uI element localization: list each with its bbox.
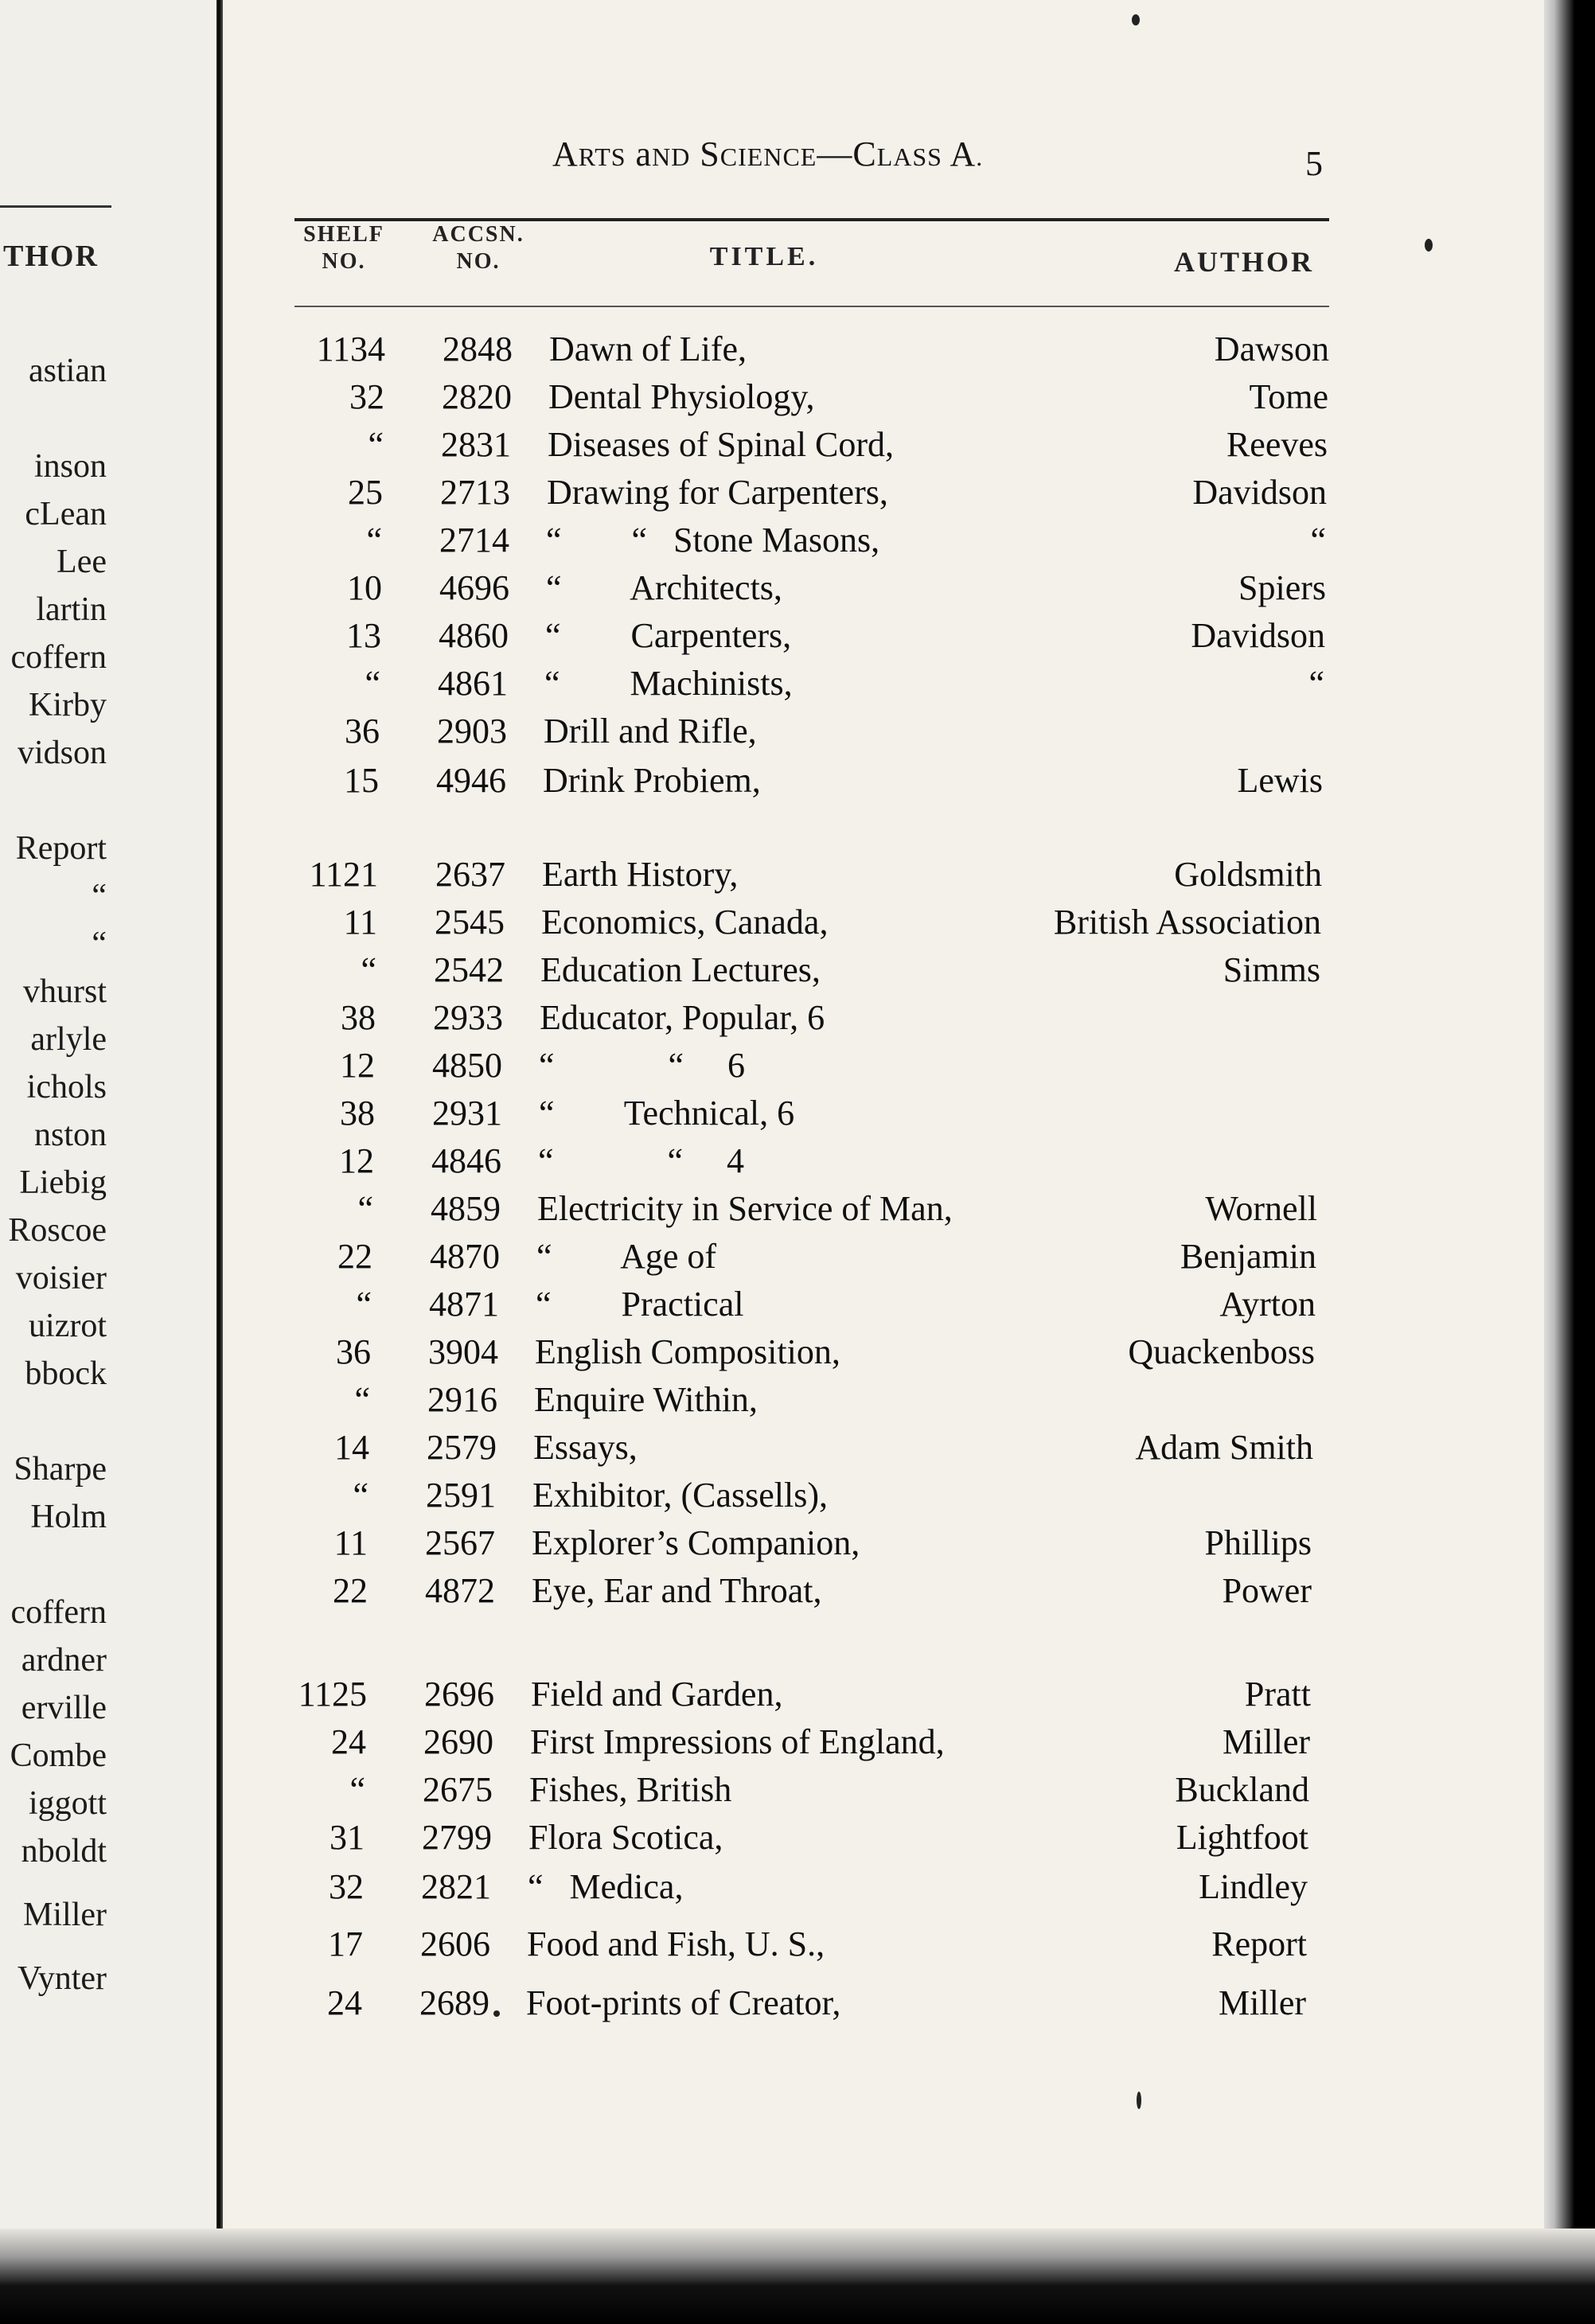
entry-author: Miller: [1219, 1983, 1306, 2022]
entry-author: Adam Smith: [1135, 1428, 1313, 1467]
print-speck: [1425, 239, 1433, 252]
entry-title: Enquire Within,: [534, 1380, 758, 1419]
shelf-number: 1121: [309, 855, 378, 894]
left-author-fragment: bbock: [25, 1355, 107, 1392]
catalogue-entry-row: [0, 1921, 1595, 1967]
entry-author: Dawson: [1214, 329, 1329, 368]
accession-number: 2637: [435, 855, 505, 894]
entry-title: First Impressions of England,: [530, 1722, 945, 1761]
catalogue-entry-row: [0, 1281, 1595, 1328]
catalogue-entry-row: [0, 1043, 1595, 1089]
accession-number: 2799: [422, 1818, 492, 1857]
entry-title: Educator, Popular, 6: [540, 998, 825, 1037]
left-author-fragment: uizrot: [29, 1308, 107, 1344]
shelf-number: 24: [327, 1983, 362, 2022]
print-speck: [1137, 2092, 1141, 2109]
catalogue-entry-row: [0, 1864, 1595, 1910]
left-author-fragment: Holm: [30, 1499, 107, 1535]
shelf-number: “: [368, 425, 384, 464]
entry-author: Lightfoot: [1176, 1818, 1308, 1857]
entry-title: Flora Scotica,: [528, 1818, 723, 1857]
accession-number: 4870: [430, 1237, 500, 1276]
entry-title: Foot-prints of Creator,: [526, 1983, 841, 2022]
left-author-fragment: arlyle: [30, 1021, 107, 1058]
print-speck: [493, 2010, 500, 2017]
catalogue-entry-row: [0, 1090, 1595, 1137]
accession-number: 2542: [434, 950, 504, 989]
shelf-number: “: [357, 1189, 373, 1228]
entry-title: “ Architects,: [546, 568, 782, 607]
entry-author: Quackenboss: [1128, 1332, 1315, 1371]
shelf-number: 22: [337, 1237, 372, 1276]
entry-author: Reeves: [1226, 425, 1328, 464]
shelf-number: 11: [333, 1523, 368, 1562]
shelf-number: 15: [344, 761, 379, 800]
entry-title: “ “ 6: [539, 1046, 746, 1085]
entry-title: Dental Physiology,: [548, 377, 815, 416]
catalogue-entry-row: [0, 613, 1595, 659]
shelf-number: 22: [333, 1571, 368, 1610]
accession-number: 2903: [437, 712, 507, 751]
left-author-fragment: vidson: [17, 735, 107, 771]
left-author-fragment: Liebig: [19, 1164, 107, 1201]
column-header-author: AUTHOR: [1173, 246, 1314, 278]
catalogue-entry-row: [0, 758, 1595, 804]
accession-number: 2821: [421, 1867, 491, 1906]
catalogue-entry-row: [0, 1234, 1595, 1280]
shelf-number: 24: [331, 1722, 366, 1761]
catalogue-entry-row: [0, 661, 1595, 707]
accession-number: 2916: [427, 1380, 497, 1419]
accession-number: 4861: [438, 664, 508, 703]
left-author-fragment: vhurst: [23, 973, 107, 1010]
accession-number: 2545: [435, 903, 505, 942]
entry-author: Wornell: [1205, 1189, 1317, 1228]
entry-author: Lewis: [1237, 761, 1323, 800]
entry-title: English Composition,: [535, 1332, 840, 1371]
accession-number: 2579: [427, 1428, 497, 1467]
accession-number: 2689: [419, 1983, 489, 2022]
shelf-number: “: [361, 950, 376, 989]
catalogue-entry-row: [0, 565, 1595, 611]
accession-number: 4846: [431, 1141, 501, 1180]
shelf-number: 31: [330, 1818, 365, 1857]
catalogue-entry-row: [0, 1568, 1595, 1614]
left-author-fragment: Lee: [57, 544, 107, 580]
catalogue-entry-row: [0, 422, 1595, 468]
catalogue-entry-row: [0, 517, 1595, 563]
left-author-fragment: Report: [15, 830, 107, 867]
entry-title: Education Lectures,: [540, 950, 821, 989]
accession-number: 2713: [440, 473, 510, 512]
left-author-fragment: ardner: [21, 1642, 107, 1679]
catalogue-entry-row: [0, 852, 1595, 898]
entry-title: Food and Fish, U. S.,: [527, 1924, 825, 1963]
catalogue-entry-row: [0, 947, 1595, 993]
entry-author: Davidson: [1192, 473, 1327, 512]
entry-title: Eye, Ear and Throat,: [532, 1571, 822, 1610]
shelf-number: 1125: [298, 1675, 367, 1714]
entry-title: Drink Probiem,: [543, 761, 761, 800]
accession-number: 2690: [423, 1722, 493, 1761]
left-author-fragment: voisier: [15, 1260, 107, 1297]
shelf-number: 32: [329, 1867, 364, 1906]
bottom-page-edge: [0, 2228, 1595, 2324]
left-author-fragment: inson: [33, 448, 107, 485]
shelf-number: “: [356, 1285, 372, 1324]
column-header-shelf-no: SHELF NO.: [303, 222, 384, 274]
left-author-fragment: erville: [21, 1690, 107, 1726]
entry-author: Pratt: [1244, 1675, 1311, 1714]
entry-author: Power: [1222, 1571, 1312, 1610]
entry-title: Essays,: [533, 1428, 638, 1467]
shelf-number: “: [365, 664, 380, 703]
entry-title: Dawn of Life,: [549, 329, 747, 368]
entry-title: Economics, Canada,: [541, 903, 829, 942]
catalogue-entry-row: [0, 1425, 1595, 1471]
entry-author: Lindley: [1199, 1867, 1308, 1906]
accession-number: 2933: [433, 998, 503, 1037]
accession-number: 3904: [428, 1332, 498, 1371]
catalogue-entry-row: [0, 1767, 1595, 1813]
shelf-number: 13: [346, 616, 381, 655]
shelf-number: 36: [336, 1332, 371, 1371]
entry-author: “: [1308, 664, 1324, 703]
left-author-fragment: “: [92, 926, 107, 962]
running-head: ARTS aND SCIENCE—CLASS A.: [552, 135, 984, 174]
catalogue-entry-row: [0, 1520, 1595, 1566]
print-speck: [1132, 14, 1140, 25]
accession-number: 4872: [425, 1571, 495, 1610]
shelf-number: 10: [347, 568, 382, 607]
accession-number: 4860: [439, 616, 509, 655]
shelf-number: 38: [341, 998, 376, 1037]
left-author-fragment: nston: [33, 1117, 107, 1153]
entry-title: Drill and Rifle,: [544, 712, 757, 751]
entry-author: Benjamin: [1180, 1237, 1316, 1276]
left-author-fragment: Sharpe: [14, 1451, 107, 1488]
entry-author: Ayrton: [1219, 1285, 1316, 1324]
entry-title: Drawing for Carpenters,: [547, 473, 888, 512]
entry-title: “ Machinists,: [544, 664, 793, 703]
accession-number: 2931: [432, 1094, 502, 1133]
entry-author: Report: [1211, 1924, 1307, 1963]
catalogue-entry-row: [0, 374, 1595, 420]
entry-author: Spiers: [1238, 568, 1326, 607]
entry-title: Earth History,: [542, 855, 739, 894]
column-header-title: TITLE.: [709, 242, 819, 271]
entry-author: Tome: [1249, 377, 1328, 416]
entry-author: Davidson: [1191, 616, 1325, 655]
left-author-fragment: Kirby: [29, 687, 107, 723]
entry-title: “ Medica,: [528, 1867, 684, 1906]
entry-author: “: [1310, 521, 1326, 560]
entry-title: “ “ Stone Masons,: [546, 521, 880, 560]
entry-author: Miller: [1223, 1722, 1310, 1761]
accession-number: 2848: [443, 329, 513, 368]
accession-number: 2820: [442, 377, 512, 416]
catalogue-entry-row: [0, 1719, 1595, 1765]
accession-number: 2696: [424, 1675, 494, 1714]
left-author-fragment: nboldt: [21, 1833, 107, 1870]
shelf-number: 36: [345, 712, 380, 751]
left-author-fragment: lartin: [36, 591, 107, 628]
shelf-number: “: [349, 1770, 365, 1809]
catalogue-entry-row: [0, 1815, 1595, 1861]
left-author-fragment: Miller: [23, 1897, 107, 1933]
column-header-accession-no: ACCSN. NO.: [432, 222, 525, 274]
shelf-number: 25: [348, 473, 383, 512]
catalogue-entry-row: [0, 708, 1595, 755]
accession-number: 2831: [441, 425, 511, 464]
catalogue-entry-row: [0, 1329, 1595, 1375]
left-author-fragment: Roscoe: [8, 1212, 107, 1249]
left-author-fragment: iggott: [28, 1785, 107, 1822]
entry-author: Phillips: [1204, 1523, 1312, 1562]
accession-number: 4859: [431, 1189, 501, 1228]
catalogue-entry-row: [0, 995, 1595, 1041]
catalogue-entry-row: [0, 1671, 1595, 1718]
left-author-fragment: “: [92, 878, 107, 914]
left-author-fragment: Vynter: [18, 1960, 107, 1997]
entry-author: Buckland: [1175, 1770, 1309, 1809]
catalogue-entry-row: [0, 470, 1595, 516]
shelf-number: 12: [340, 1046, 375, 1085]
entry-title: Fishes, British: [529, 1770, 732, 1809]
catalogue-entry-row: [0, 1377, 1595, 1423]
catalogue-entry-row: [0, 899, 1595, 946]
catalogue-entry-row: [0, 1472, 1595, 1519]
left-author-fragment: ichols: [26, 1069, 107, 1105]
left-author-fragment: coffern: [10, 639, 107, 676]
left-author-fragment: coffern: [10, 1594, 107, 1631]
accession-number: 4696: [439, 568, 509, 607]
catalogue-entry-row: [0, 1138, 1595, 1184]
shelf-number: 1134: [316, 329, 385, 368]
entry-title: Diseases of Spinal Cord,: [548, 425, 895, 464]
accession-number: 4946: [436, 761, 506, 800]
accession-number: 4871: [429, 1285, 499, 1324]
left-author-heading: THOR: [3, 240, 99, 273]
entry-title: Field and Garden,: [531, 1675, 783, 1714]
shelf-number: “: [353, 1476, 369, 1515]
accession-number: 2714: [439, 521, 509, 560]
left-author-fragment: cLean: [25, 496, 107, 532]
entry-title: “ Technical, 6: [539, 1094, 795, 1133]
right-page-edge: [1544, 0, 1595, 2324]
left-author-fragment: Combe: [10, 1737, 107, 1774]
entry-title: Explorer’s Companion,: [532, 1523, 860, 1562]
catalogue-entry-row: [0, 326, 1595, 372]
catalogue-entry-row: [0, 1980, 1595, 2026]
accession-number: 2606: [420, 1924, 490, 1963]
left-author-fragment: astian: [29, 353, 107, 389]
entry-title: “ Practical: [536, 1285, 744, 1324]
entry-author: Goldsmith: [1174, 855, 1322, 894]
shelf-number: “: [366, 521, 382, 560]
shelf-number: 14: [334, 1428, 369, 1467]
shelf-number: “: [354, 1380, 370, 1419]
shelf-number: 11: [343, 903, 377, 942]
accession-number: 2591: [426, 1476, 496, 1515]
accession-number: 2567: [425, 1523, 495, 1562]
entry-title: “ Age of: [536, 1237, 717, 1276]
shelf-number: 12: [339, 1141, 374, 1180]
entry-title: “ “ 4: [538, 1141, 745, 1180]
accession-number: 2675: [423, 1770, 493, 1809]
shelf-number: 38: [340, 1094, 375, 1133]
accession-number: 4850: [432, 1046, 502, 1085]
page-number: 5: [1305, 144, 1323, 183]
shelf-number: 32: [349, 377, 384, 416]
catalogue-entry-row: [0, 1186, 1595, 1232]
entry-title: “ Carpenters,: [545, 616, 792, 655]
entry-title: Electricity in Service of Man,: [537, 1189, 953, 1228]
entry-author: British Association: [1053, 903, 1321, 942]
entry-title: Exhibitor, (Cassells),: [532, 1476, 828, 1515]
entry-author: Simms: [1223, 950, 1320, 989]
shelf-number: 17: [328, 1924, 363, 1963]
